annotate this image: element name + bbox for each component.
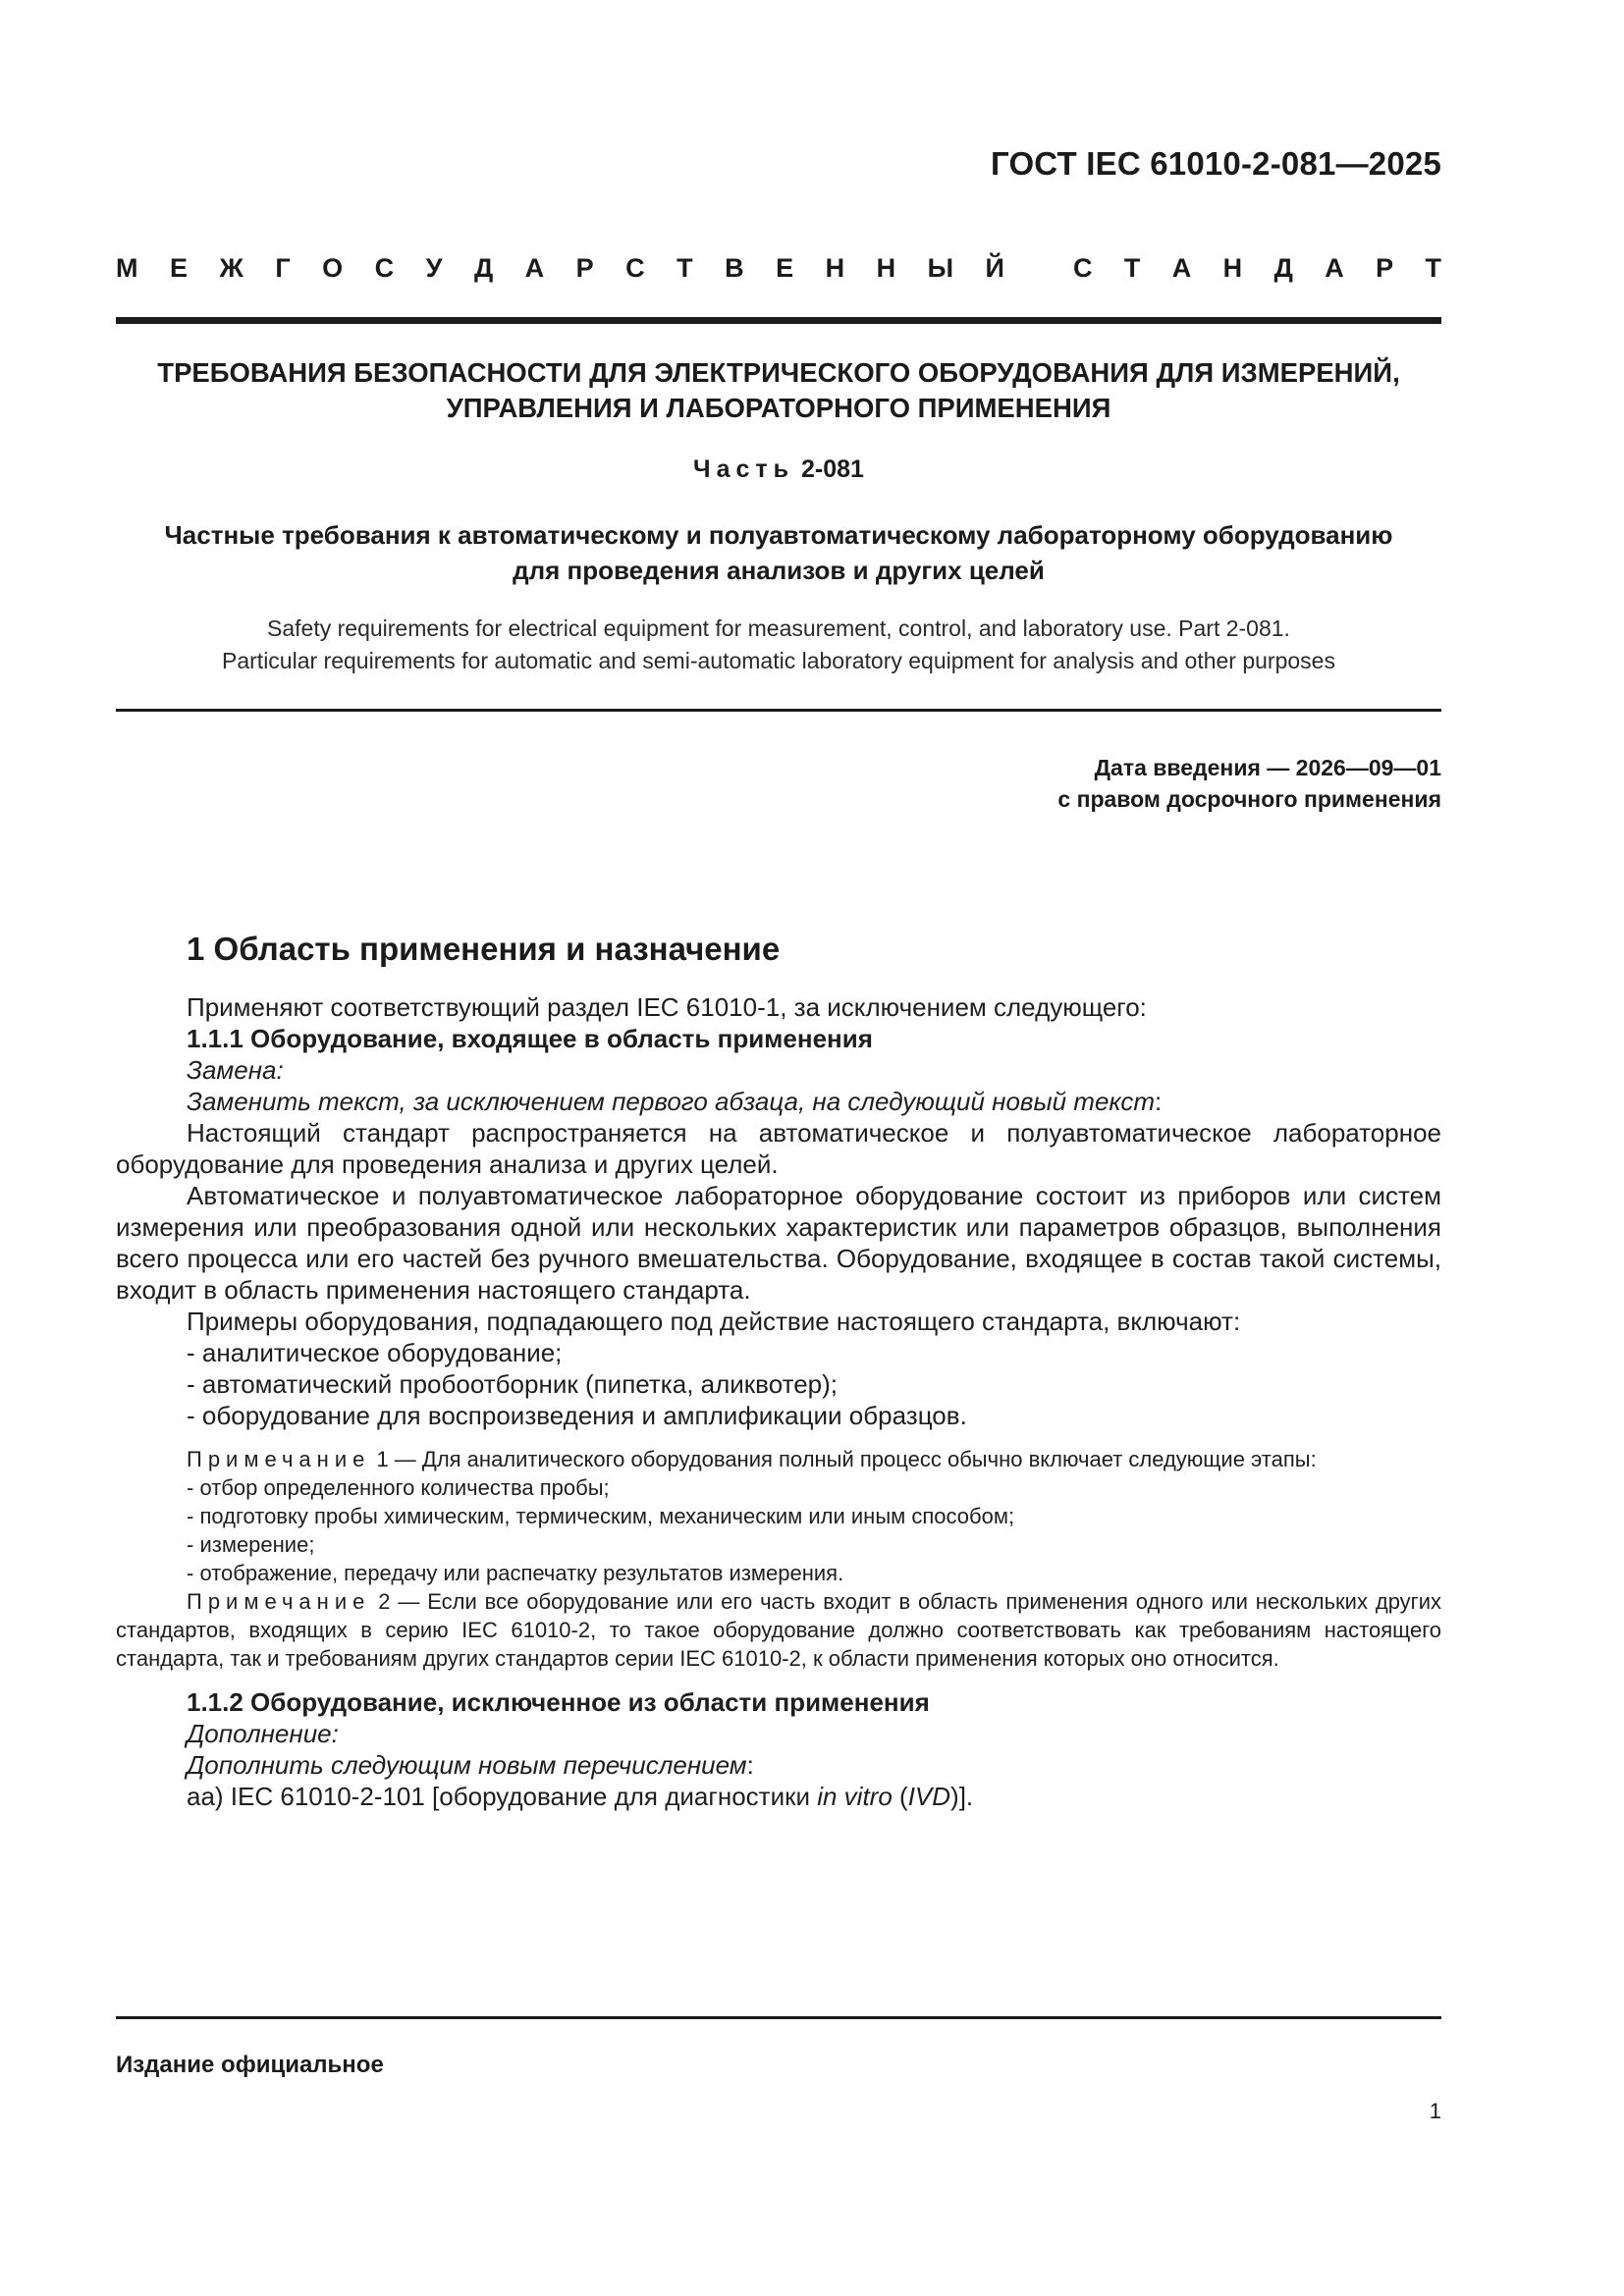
- banner-letter: М: [116, 253, 138, 283]
- banner-letter: А: [1325, 253, 1344, 283]
- paragraph-definition: Автоматическое и полуавтоматическое лабораторное оборудование состоит из приборов или систем измерения или преобразования одной или нескольких характеристик или параметров образцов, выполнения всего процесса или его частей без ручного вмешательства. Оборудование, входящее в состав такой системы, входит в область применения настоящего стандарта.: [116, 1181, 1441, 1305]
- subsection-heading-1-1-1: 1.1.1 Оборудование, входящее в область применения: [187, 1024, 873, 1053]
- note-list-item: - подготовку пробы химическим, термическим, механическим или иным способом;: [187, 1504, 1015, 1528]
- date-line-2: с правом досрочного применения: [1057, 786, 1441, 812]
- english-line-1: Safety requirements for electrical equipment for measurement, control, and laboratory use. Part 2-081.: [267, 615, 1290, 641]
- paragraph-scope: Настоящий стандарт распространяется на автоматическое и полуавтоматическое лабораторное оборудование для проведения анализа и других целей.: [116, 1118, 1441, 1179]
- banner-letter: Т: [677, 253, 693, 283]
- banner-letter: Р: [1376, 253, 1394, 283]
- list-item: - аналитическое оборудование;: [187, 1338, 563, 1367]
- page-number: 1: [1429, 2099, 1441, 2123]
- banner-letter: Н: [876, 253, 896, 283]
- replacement-label: Замена:: [187, 1055, 284, 1085]
- footer-rule: [116, 2016, 1441, 2019]
- title-rule-thin: [116, 709, 1441, 712]
- document-title: [116, 355, 1441, 426]
- note-1: [116, 1445, 1441, 1673]
- note-1-text: Примечание 1 — Для аналитического оборудования полный процесс обычно включает следующие этапы:: [187, 1447, 1317, 1471]
- subtitle-line-1: Частные требования к автоматическому и полуавтоматическому лабораторному оборудованию: [164, 520, 1393, 550]
- document-subtitle: [116, 517, 1441, 588]
- banner-word-interstate: [116, 253, 1004, 284]
- banner-letter: Д: [1273, 253, 1293, 283]
- banner-word-standard: [1073, 253, 1441, 284]
- banner-letter: У: [425, 253, 443, 283]
- note-2-text: Примечание 2 — Если все оборудование или его часть входит в область применения одного или нескольких других стандартов, входящих в серию IEC 61010-2, то такое оборудование должно соответствовать как требованиям настоящего стандарта, так и требованиям других стандартов серии IEC 61010-2, к области применения которых оно относится.: [116, 1589, 1441, 1671]
- banner-letter: Е: [169, 253, 188, 283]
- note-list-item: - измерение;: [187, 1532, 315, 1557]
- banner-letter: А: [524, 253, 545, 283]
- section-heading-1: 1 Область применения и назначение: [187, 931, 781, 967]
- addition-instruction: Дополнить следующим новым перечислением:: [187, 1750, 754, 1780]
- banner-letter: А: [1171, 253, 1192, 283]
- note-2-label: Примечание: [187, 1589, 371, 1614]
- banner-letter: В: [725, 253, 744, 283]
- banner-letter: Ы: [927, 253, 954, 283]
- banner-letter: О: [322, 253, 344, 283]
- part-value: 2-081: [801, 455, 864, 483]
- banner-letter: Р: [575, 253, 594, 283]
- replacement-instruction: Заменить текст, за исключением первого абзаца, на следующий новый текст:: [187, 1087, 1163, 1116]
- banner-letter: Н: [825, 253, 845, 283]
- title-line-2: УПРАВЛЕНИЯ И ЛАБОРАТОРНОГО ПРИМЕНЕНИЯ: [446, 393, 1111, 423]
- section-body: [116, 991, 1441, 1812]
- standard-code: ГОСТ IEC 61010-2-081—2025: [990, 145, 1441, 182]
- header-rule-thick: [116, 317, 1441, 324]
- subtitle-line-2: для проведения анализов и других целей: [513, 556, 1045, 585]
- interstate-standard-banner: [116, 253, 1441, 284]
- banner-letter: Е: [776, 253, 794, 283]
- part-label: Часть: [693, 455, 795, 483]
- banner-letter: С: [625, 253, 645, 283]
- list-item: - оборудование для воспроизведения и амплификации образцов.: [187, 1401, 967, 1430]
- banner-letter: Н: [1222, 253, 1243, 283]
- item-aa: aa) IEC 61010-2-101 [оборудование для диагностики in vitro (IVD)].: [187, 1782, 974, 1811]
- addition-label: Дополнение:: [187, 1719, 339, 1748]
- note-list-item: - отображение, передачу или распечатку результатов измерения.: [187, 1561, 844, 1585]
- intro-paragraph: Применяют соответствующий раздел IEC 61010-1, за исключением следующего:: [187, 992, 1147, 1022]
- banner-letter: С: [374, 253, 395, 283]
- english-title: [116, 613, 1441, 677]
- banner-letter: Й: [985, 253, 1004, 283]
- note-list-item: - отбор определенного количества пробы;: [187, 1475, 610, 1500]
- english-line-2: Particular requirements for automatic and semi-automatic laboratory equipment for analysis and other purposes: [222, 648, 1335, 673]
- title-line-1: ТРЕБОВАНИЯ БЕЗОПАСНОСТИ ДЛЯ ЭЛЕКТРИЧЕСКОГО ОБОРУДОВАНИЯ ДЛЯ ИЗМЕРЕНИЙ,: [157, 357, 1400, 388]
- part-number: [116, 455, 1441, 484]
- official-edition-label: Издание официальное: [116, 2052, 384, 2078]
- banner-letter: С: [1073, 253, 1093, 283]
- date-line-1: Дата введения — 2026—09—01: [1094, 755, 1441, 780]
- paragraph-examples-intro: Примеры оборудования, подпадающего под действие настоящего стандарта, включают:: [187, 1307, 1241, 1336]
- banner-letter: Т: [1123, 253, 1141, 283]
- banner-letter: Г: [275, 253, 291, 283]
- subsection-heading-1-1-2: 1.1.2 Оборудование, исключенное из области применения: [187, 1687, 930, 1717]
- list-item: - автоматический пробоотборник (пипетка, аликвотер);: [187, 1369, 838, 1399]
- introduction-date: [1057, 752, 1441, 815]
- banner-letter: Ж: [219, 253, 244, 283]
- banner-letter: Т: [1425, 253, 1441, 283]
- banner-letter: Д: [473, 253, 494, 283]
- note-1-label: Примечание: [187, 1447, 371, 1471]
